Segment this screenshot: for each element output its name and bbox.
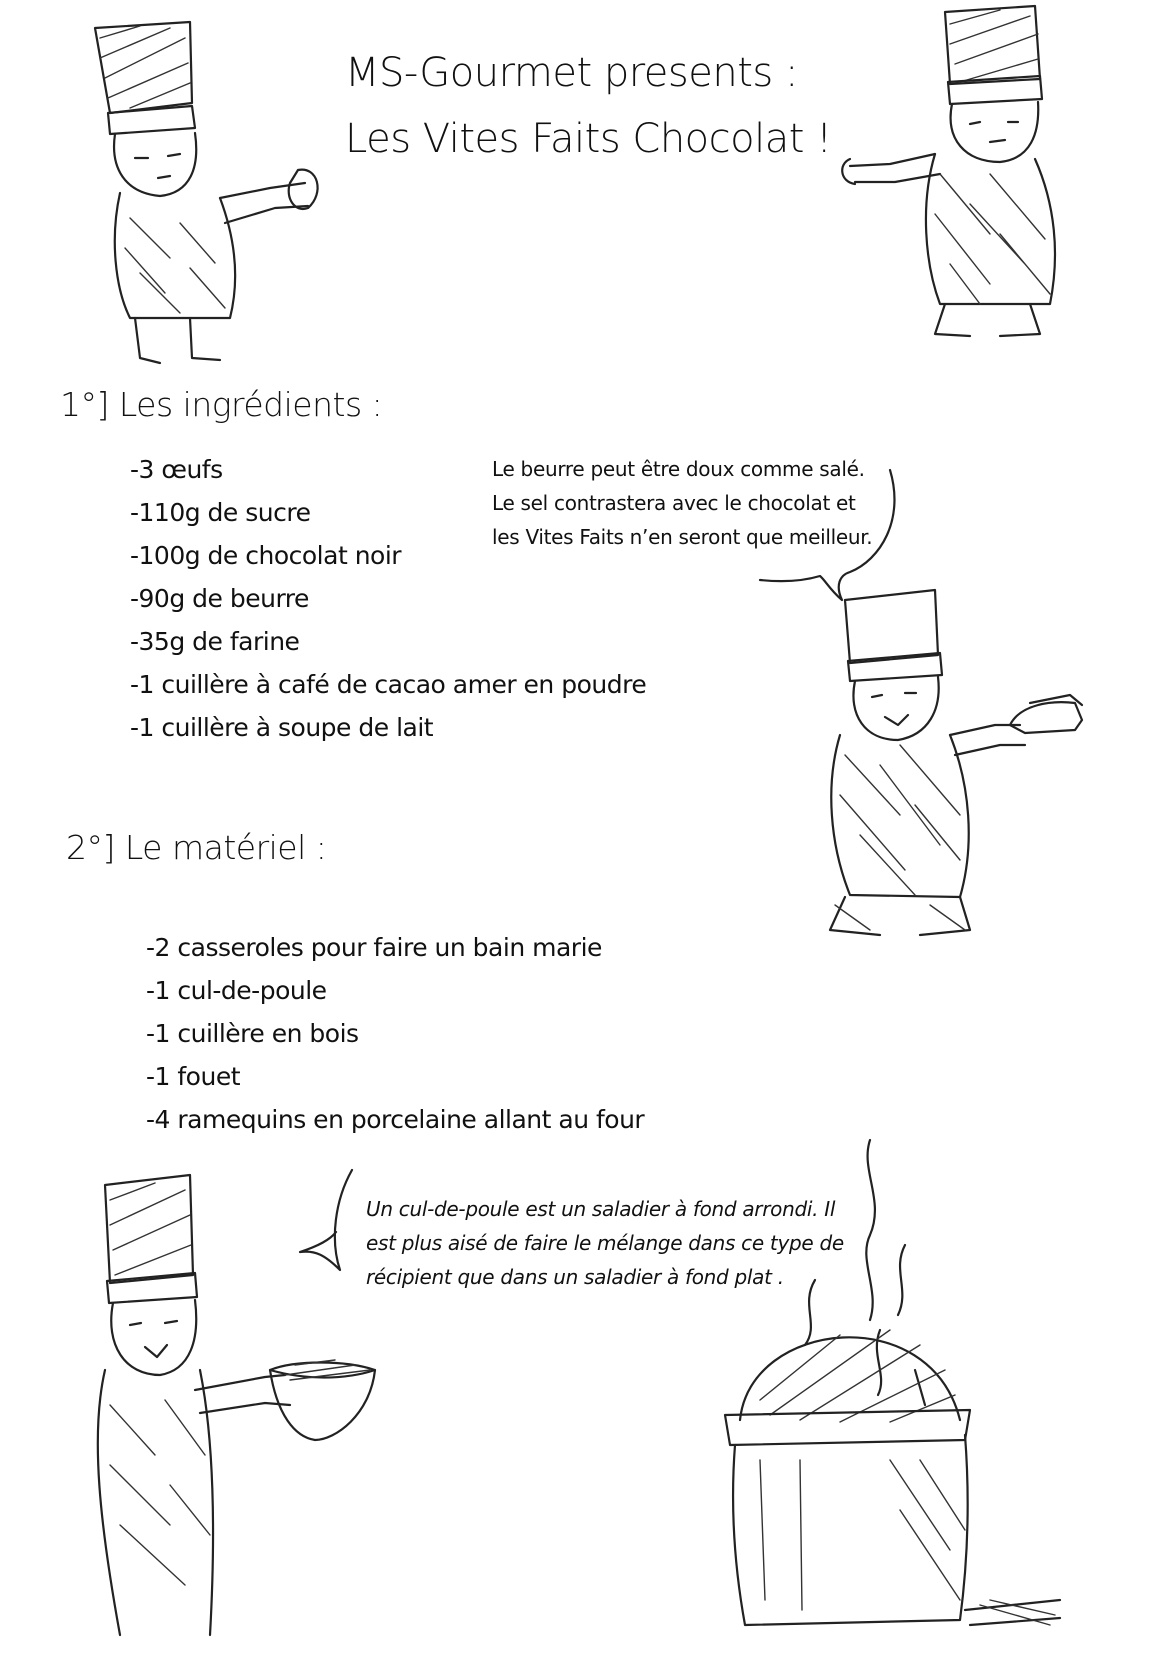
ingredients-heading: 1°] Les ingrédients : [60,385,383,424]
list-item: -2 casseroles pour faire un bain marie [146,933,602,962]
materiel-heading: 2°] Le matériel : [66,828,327,867]
chef-holding-butter-icon [820,585,1110,950]
list-item: -3 œufs [130,455,223,484]
list-item: -100g de chocolat noir [130,541,402,570]
note-line: récipient que dans un saladier à fond plat . [366,1265,784,1289]
chef-holding-bowl-icon [85,1165,415,1645]
steaming-pot-icon [720,1130,1140,1650]
title-line-2: Les Vites Faits Chocolat ! [345,116,832,162]
list-item: -1 cuillère en bois [146,1019,359,1048]
butter-bubble-stroke [760,470,894,600]
list-item: -1 cuillère à café de cacao amer en poudre [130,670,647,699]
list-item: -90g de beurre [130,584,309,613]
list-item: -35g de farine [130,627,300,656]
note-line: Un cul-de-poule est un saladier à fond arrondi. Il [366,1197,836,1221]
title-line-1: MS-Gourmet presents : [345,50,798,96]
list-item: -110g de sucre [130,498,311,527]
list-item: -1 cul-de-poule [146,976,327,1005]
note-line: les Vites Faits n’en seront que meilleur. [492,525,873,549]
note-line: Le sel contrastera avec le chocolat et [492,491,856,515]
note-line: est plus aisé de faire le mélange dans ce type de [366,1231,844,1255]
list-item: -4 ramequins en porcelaine allant au four [146,1105,645,1134]
chef-pointing-icon [80,18,340,378]
note-line: Le beurre peut être doux comme salé. [492,457,865,481]
list-item: -1 cuillère à soupe de lait [130,713,434,742]
chef-pointing-icon [850,4,1090,349]
list-item: -1 fouet [146,1062,240,1091]
